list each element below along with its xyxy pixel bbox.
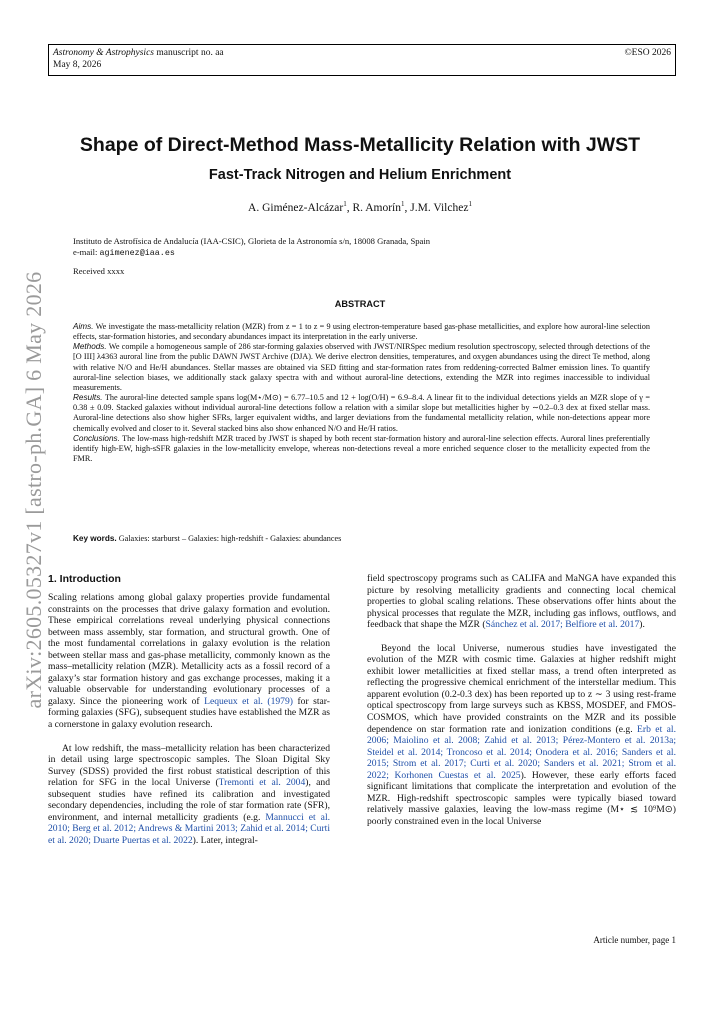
abstract-conclusions [73, 434, 650, 464]
paper-title: Shape of Direct-Method Mass-Metallicity Relation with JWST [79, 134, 641, 156]
author-affil-mark: 1 [343, 200, 347, 208]
paragraph-text: ). [639, 619, 645, 631]
arxiv-identifier: arXiv:2605.05327v1 [astro-ph.GA] 6 May 2026 [21, 271, 46, 709]
journal-header [48, 44, 676, 76]
citation-link[interactable]: Sánchez et al. 2017; Belfiore et al. 2017 [485, 619, 640, 631]
header-date: May 8, 2026 [53, 60, 102, 70]
affiliation: Instituto de Astrofísica de Andalucía (IAA-CSIC), Glorieta de la Astronomía s/n, 18008 Granada, Spain [73, 236, 431, 246]
abstract-heading: ABSTRACT [334, 299, 386, 309]
author-affil-mark: 1 [401, 200, 405, 208]
page-footer: Article number, page 1 [593, 935, 676, 945]
abstract-body [73, 322, 650, 464]
paragraph-text: for star-forming galaxies (SFG), subsequent studies have established the MZR as a cornerstone in galaxy evolution research. [48, 695, 330, 731]
intro-paragraph-4 [367, 643, 676, 828]
citation-link[interactable]: Erb et al. 2006; Maiolino et al. 2008; Zahid et al. 2013; Pérez-Montero et al. 2013a; Steidel et al. 2014; Troncoso et al. 2014; Onodera et al. 2016; Sanders et al. 2015; Strom et al. 2017; Curti et al. 2020; Sanders et al. 2021; Strom et al. 2022; Korhonen Cuestas et al. 2025 [367, 723, 676, 781]
email-line [73, 247, 673, 259]
paragraph-text: ). Later, integral- [192, 834, 258, 846]
right-column [367, 573, 676, 827]
citation-link[interactable]: Mannucci et al. 2010; Berg et al. 2012; Andrews & Martini 2013; Zahid et al. 2014; Curti et al. 2020; Duarte Puertas et al. 2022 [48, 811, 331, 846]
methods-text: We compile a homogeneous sample of 286 star-forming galaxies observed with JWST/NIRSpec medium resolution spectroscopy, selected through detections of the [O III] λ4363 auroral line from the public DAWN JWST Archive (DJA). We derive electron densities, temperatures, and oxygen abundances using the direct Te method, along with relative N/O and He/H abundances. Stellar masses are obtained via SED fitting and star-formation rates from reddening-corrected Balmer emission lines. To quantify auroral-line selection biases, we additionally stack galaxy spectra with and without auroral-line detections, extending the MZR into regimes inaccessible to individual measurements. [73, 342, 650, 392]
aims-text: We investigate the mass-metallicity relation (MZR) from z = 1 to z = 9 using electron-temperature based gas-phase metallicities, and explore how auroral-line selection effects, star-formation histories, and secondary abundances impact its interpretation in the early universe. [73, 322, 650, 342]
left-column [48, 573, 330, 846]
intro-paragraph-1 [48, 592, 330, 731]
paragraph-text: Scaling relations among global galaxy properties provide fundamental constraints on the processes that drive galaxy formation and evolution. These empirical correlations reveal underlying physical connections between mass assembly, star formation, and structural growth. One of the most fundamental correlations in galaxy evolution is the relation between stellar mass and gas-phase metallicity, commonly known as the mass–metallicity relation (MZR). Metallicity acts as a fossil record of a galaxy’s star formation history and gas exchange processes, making it a valuable observable for understanding evolutionary processes of a galaxy. Since the pioneering work of [48, 592, 330, 707]
copyright-notice: ©ESO 2026 [624, 48, 671, 58]
citation-link[interactable]: Lequeux et al. (1979) [204, 695, 293, 707]
intro-paragraph-2 [48, 743, 330, 847]
results-label: Results. [73, 393, 103, 403]
keywords-text: Galaxies: starburst – Galaxies: high-redshift - Galaxies: abundances [118, 534, 342, 543]
email-label: e-mail: [73, 246, 98, 257]
affiliation-block [73, 236, 673, 258]
manuscript-number: manuscript no. aa [156, 48, 224, 58]
abstract-results [73, 393, 650, 434]
aims-label: Aims. [73, 322, 94, 331]
received-date: Received xxxx [73, 266, 125, 276]
paragraph-text: ). However, these early efforts faced significant limitations that complicate the interpretation and evolution of the MZR. High-redshift spectroscopic samples were typically biased toward relatively massive galaxies, leaving the low-mass regime (M⋆ ≲ 10⁹M⊙) poorly constrained even in the local Universe [367, 769, 676, 827]
keywords [73, 534, 650, 544]
keywords-label: Key words. [73, 534, 117, 543]
abstract-aims [73, 322, 650, 342]
paper-subtitle: Fast-Track Nitrogen and Helium Enrichment [208, 167, 512, 183]
paragraph-text: At low redshift, the mass–metallicity relation has been characterized in detail using large spectroscopic samples. The Sloan Digital Sky Survey (SDSS) provided the first robust statistical description of this relation for SFG in the local Universe ( [48, 742, 330, 789]
conclusions-text: The low-mass high-redshift MZR traced by JWST is shaped by both recent star-formation history and auroral-line selection effects. Auroral lines preferentially identify high-EW, high-sSFR galaxies in the low-metallicity envelope, whereas non-detections reveal a more enriched sequence closer to the metallicity expected from the FMR. [73, 433, 650, 464]
paragraph-text: ), and subsequent studies have refined its calibration and investigated secondary dependencies, including the role of star formation rate (SFR), environment, and internal metallicity gradients (e.g. [48, 777, 330, 823]
email-address[interactable]: agimenez@iaa.es [99, 247, 175, 258]
header-left [53, 47, 224, 71]
journal-name: Astronomy & Astrophysics [53, 48, 154, 58]
paragraph-text: Beyond the local Universe, numerous studies have investigated the evolution of the MZR with cosmic time. Galaxies at higher redshift might exhibit lower metallicities at fixed stellar mass, a trend often interpreted as reflecting the progressive chemical enrichment of the interstellar medium. This apparent evolution (0.2-0.3 dex) has been reported up to z ∼ 3 using rest-frame optical spectroscopy from large surveys such as KBSS, MOSDEF, and FMOS-COSMOS, which have provided constraints on the MZR and its possible dependence on star formation rate and ionization conditions (e.g. [367, 642, 676, 735]
intro-paragraph-3 [367, 573, 676, 631]
section-heading-introduction: 1. Introduction [48, 573, 121, 585]
citation-link[interactable]: Tremonti et al. 2004 [218, 777, 306, 789]
conclusions-label: Conclusions. [73, 433, 120, 443]
author-list: A. Giménez-Alcázar$^1$, R. Amorín$^1$, J.M. Vilchez$^1$ [248, 200, 472, 214]
author-name: R. Amorín [352, 201, 401, 214]
author-name: A. Giménez-Alcázar [248, 201, 344, 214]
author-name: J.M. Vilchez [410, 201, 469, 214]
paragraph-text: field spectroscopy programs such as CALIFA and MaNGA have expanded this picture by resolving metallicity gradients and connecting local chemical properties to global scaling relations. These observations offer hints about the physical processes that regulate the MZR, including gas inflows, outflows, and feedback that shape the MZR ( [367, 573, 676, 631]
abstract-methods [73, 342, 650, 393]
results-text: The auroral-line detected sample spans log(M⋆/M⊙) = 6.77–10.5 and 12 + log(O/H) = 6.9–8.4. A linear fit to the individual detections yields an MZR slope of γ = 0.38 ± 0.09. Stacked galaxies without individual auroral-line detections follow a relation with a similar slope but metallicities higher by ∼0.2–0.3 dex at fixed stellar mass. Auroral-line detections also show higher SFRs, larger equivalent widths, and larger deviations from the fundamental metallicity relation, while non-detections appear more chemically evolved and closer to it. Several stacked bins also show enhanced N/O and He/H ratios. [73, 393, 650, 433]
methods-label: Methods. [73, 342, 107, 352]
author-affil-mark: 1 [468, 200, 472, 208]
